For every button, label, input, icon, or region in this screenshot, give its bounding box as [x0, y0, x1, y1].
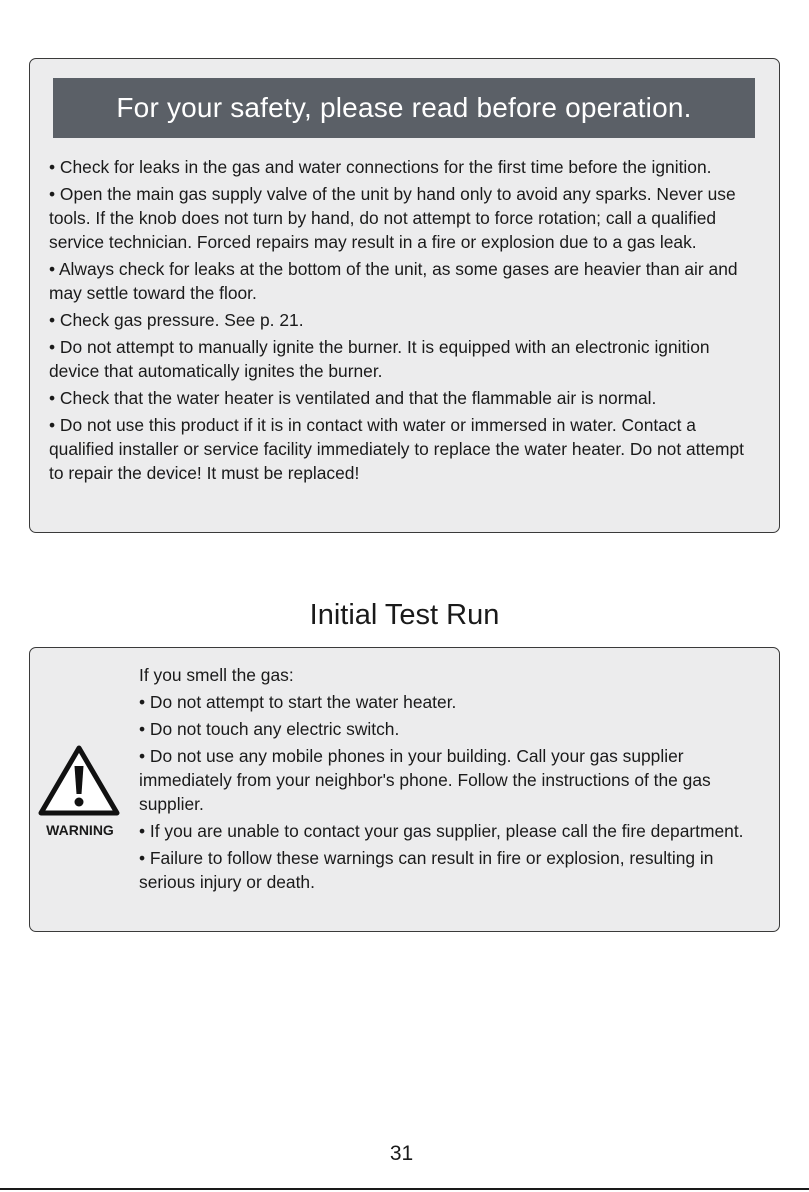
safety-item: • Open the main gas supply valve of the unit by hand only to avoid any sparks. Never use tools. If the knob does not turn by hand, do not attempt to force rotation; call a qualified service technician. Forced repairs may result in a fire or explosion due to a gas leak.: [49, 184, 736, 252]
warning-item: If you smell the gas:: [139, 665, 294, 685]
warning-triangle-icon: [36, 742, 122, 818]
warning-item: • Do not touch any electric switch.: [139, 719, 400, 739]
warning-list: [139, 663, 771, 897]
safety-item: • Do not use this product if it is in contact with water or immersed in water. Contact a qualified installer or service facility immediately to replace the water heater. Do not attempt to repair the device! It must be replaced!: [49, 415, 744, 483]
warning-item: • Failure to follow these warnings can result in fire or explosion, resulting in serious injury or death.: [139, 848, 714, 892]
page-number: 31: [389, 1142, 414, 1165]
warning-label: WARNING: [46, 822, 114, 838]
bottom-rule: [0, 1188, 809, 1190]
warning-box: [29, 647, 780, 932]
warning-item: • Do not attempt to start the water heater.: [139, 692, 457, 712]
safety-item: • Check for leaks in the gas and water connections for the first time before the ignition.: [49, 157, 712, 177]
safety-list: [49, 155, 761, 488]
warning-item: • If you are unable to contact your gas supplier, please call the fire department.: [139, 821, 744, 841]
safety-item: • Do not attempt to manually ignite the burner. It is equipped with an electronic ignition device that automatically ignites the burner.: [49, 337, 710, 381]
safety-heading: For your safety, please read before operation.: [53, 78, 755, 138]
safety-notice-box: [29, 58, 780, 533]
warning-item: • Do not use any mobile phones in your building. Call your gas supplier immediately from your neighbor's phone. Follow the instructions of the gas supplier.: [139, 746, 711, 814]
safety-item: • Check gas pressure. See p. 21.: [49, 310, 304, 330]
section-title: Initial Test Run: [309, 599, 500, 631]
safety-item: • Always check for leaks at the bottom of the unit, as some gases are heavier than air and may settle toward the floor.: [49, 259, 738, 303]
safety-item: • Check that the water heater is ventilated and that the flammable air is normal.: [49, 388, 657, 408]
